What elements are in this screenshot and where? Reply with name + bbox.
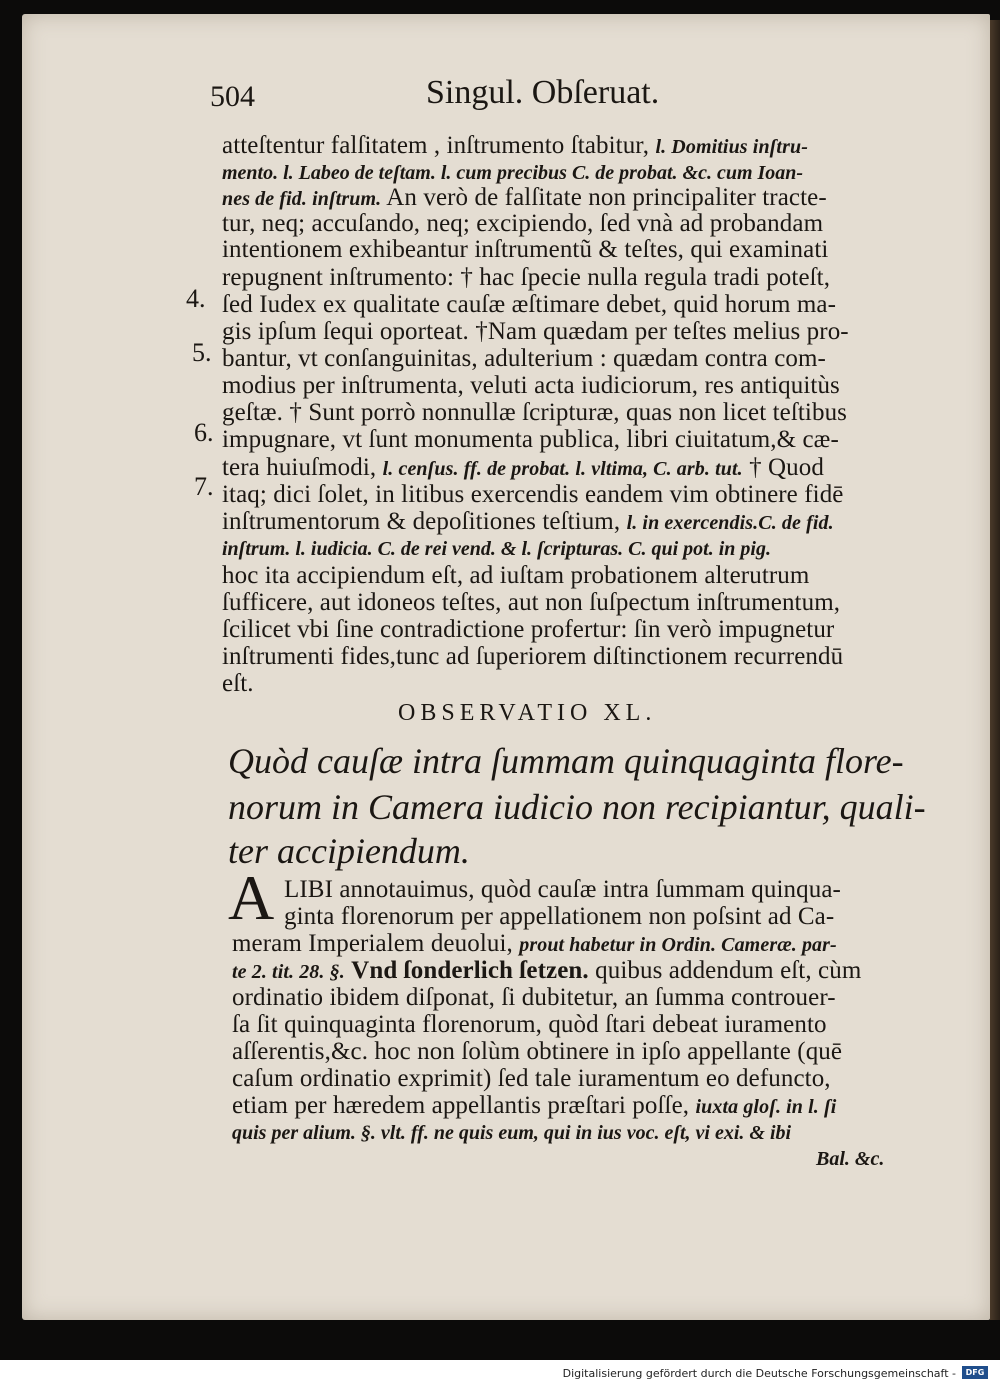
section-heading: norum in Camera iudicio non recipiantur, quali-	[228, 787, 926, 827]
text-line: intentionem exhibeantur inſtrumentũ & teſtes, qui examinati	[222, 236, 829, 263]
text-line: hoc ita accipiendum eſt, ad iuſtam probationem alterutrum	[222, 562, 810, 589]
text-line: quis per alium. §. vlt. ff. ne quis eum, qui in ius voc. eſt, vi exi. & ibi	[232, 1122, 792, 1144]
text-line: repugnent inſtrumento: † hac ſpecie nulla regula tradi poteſt,	[222, 264, 831, 291]
text-line: inſtrum. l. iudicia. C. de rei vend. & l. ſcripturas. C. qui pot. in pig.	[222, 538, 771, 560]
text-line: bantur, vt conſanguinitas, adulterium : quædam contra com-	[222, 345, 826, 372]
running-title: Singul. Obſeruat.	[426, 74, 660, 111]
margin-number: 6.	[194, 418, 214, 447]
digitization-credit: Digitalisierung gefördert durch die Deutsche Forschungsgemeinschaft -	[562, 1367, 956, 1380]
margin-number: 7.	[194, 472, 214, 501]
book-edge	[990, 20, 1000, 1320]
text-line: geſtæ. † Sunt porrò nonnullæ ſcripturæ, quas non licet teſtibus	[222, 399, 848, 426]
text-line: LIBI annotauimus, quòd cauſæ intra ſummam quinqua-	[284, 876, 841, 903]
text-line: tur, neq; accuſando, neq; excipiendo, ſed vnà ad probandam	[222, 210, 824, 237]
text-line: aſſerentis,&c. hoc non ſolùm obtinere in ipſo appellante (quē	[232, 1038, 843, 1065]
text-line: meram Imperialem deuolui, prout habetur in Ordin. Cameræ. par-	[232, 930, 837, 957]
text-line: Bal. &c.	[816, 1148, 885, 1170]
text-line: atteſtentur falſitatem , inſtrumento ſtabitur, l. Domitius inſtru-	[222, 132, 808, 159]
text-line: impugnare, vt ſunt monumenta publica, libri ciuitatum,& cæ-	[222, 426, 839, 453]
section-heading: ter accipiendum.	[228, 831, 470, 871]
text-line: te 2. tit. 28. §. Vnd ſonderlich ſetzen. quibus addendum eſt, cùm	[232, 957, 862, 984]
text-line: ginta florenorum per appellationem non poſsint ad Ca-	[284, 903, 835, 930]
text-line: gis ipſum ſequi oporteat. †Nam quædam per teſtes melius pro-	[222, 318, 849, 345]
text-line: inſtrumenti fides,tunc ad ſuperiorem diſtinctionem recurrendū	[222, 643, 844, 670]
text-line: tera huiuſmodi, l. cenſus. ff. de probat. l. vltima, C. arb. tut. † Quod	[222, 454, 824, 481]
dfg-logo: DFG	[962, 1366, 988, 1379]
text-line: eſt.	[222, 670, 254, 697]
section-title: OBSERVATIO XL.	[398, 700, 657, 726]
margin-number: 5.	[192, 338, 212, 367]
text-line: inſtrumentorum & depoſitiones teſtium, l. in exercendis.C. de fid.	[222, 508, 834, 535]
text-line: ſufficere, aut idoneos teſtes, aut non ſuſpectum inſtrumentum,	[222, 589, 841, 616]
text-line: caſum ordinatio exprimit) ſed tale iuramentum eo defuncto,	[232, 1065, 831, 1092]
book-page	[22, 14, 990, 1320]
text-line: ſa ſit quinquaginta florenorum, quòd ſtari debeat iuramento	[232, 1011, 827, 1038]
text-line: modius per inſtrumenta, veluti acta iudiciorum, res antiquitùs	[222, 372, 840, 399]
text-line: ſcilicet vbi ſine contradictione profertur: ſin verò impugnetur	[222, 616, 835, 643]
margin-number: 4.	[186, 284, 206, 313]
text-line: ſed Iudex ex qualitate cauſæ æſtimare debet, quid horum ma-	[222, 291, 837, 318]
drop-cap: A	[228, 862, 275, 933]
text-line: nes de fid. inſtrum. An verò de falſitate non principaliter tracte-	[222, 184, 827, 211]
text-line: itaq; dici ſolet, in litibus exercendis eandem vim obtinere fidē	[222, 481, 844, 508]
page-number: 504	[210, 80, 255, 113]
text-line: mento. l. Labeo de teſtam. l. cum precibus C. de probat. &c. cum Ioan-	[222, 162, 804, 184]
text-line: etiam per hæredem appellantis præſtari poſſe, iuxta gloſ. in l. ſi	[232, 1092, 837, 1119]
text-line: ordinatio ibidem diſponat, ſi dubitetur, an ſumma controuer-	[232, 984, 836, 1011]
section-heading: Quòd cauſæ intra ſummam quinquaginta flore-	[228, 741, 904, 781]
